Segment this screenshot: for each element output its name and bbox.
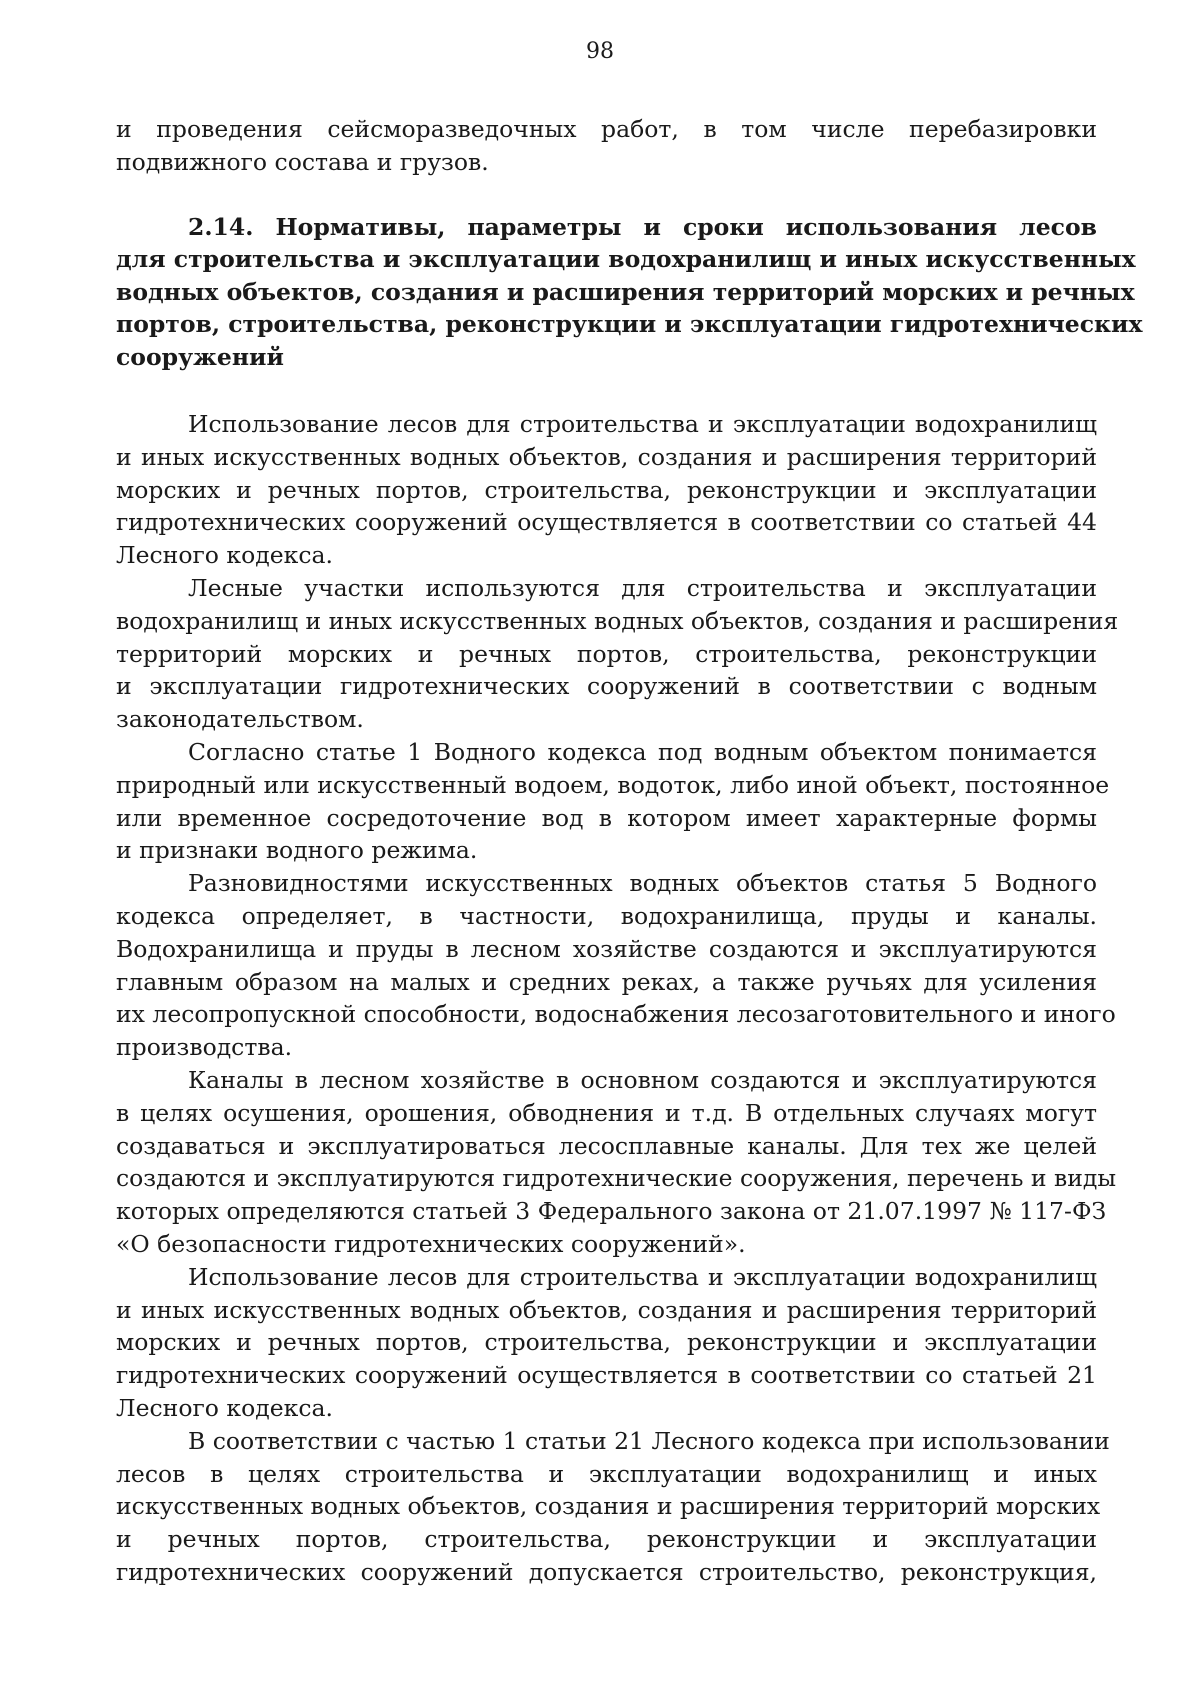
text-line: гидротехнических сооружений осуществляется в соответствии со статьей 21	[116, 1361, 1097, 1390]
text-line: Лесные участки используются для строительства и эксплуатации	[188, 574, 1097, 603]
text-line: Использование лесов для строительства и эксплуатации водохранилищ	[188, 1262, 1097, 1291]
text-line: гидротехнических сооружений осуществляется в соответствии со статьей 44	[116, 508, 1097, 537]
body-paragraph	[116, 867, 1116, 1064]
text-line: и признаки водного режима.	[116, 836, 478, 865]
text-line: их лесопропускной способности, водоснабжения лесозаготовительного и иного	[116, 1000, 1116, 1029]
intro-paragraph	[116, 113, 1097, 179]
body-paragraphs	[116, 408, 1119, 1589]
text-line: Водохранилища и пруды в лесном хозяйстве создаются и эксплуатируются	[116, 934, 1097, 963]
text-line: Использование лесов для строительства и эксплуатации водохранилищ	[188, 410, 1097, 439]
body-paragraph	[116, 736, 1110, 867]
text-line: или временное сосредоточение вод в котором имеет характерные формы	[116, 803, 1097, 832]
text-line: и эксплуатации гидротехнических сооружений в соответствии с водным	[116, 672, 1097, 701]
text-line: законодательством.	[116, 705, 364, 734]
heading-line: портов, строительства, реконструкции и эксплуатации гидротехнических	[116, 310, 1143, 339]
text-line: Лесного кодекса.	[116, 1394, 333, 1422]
body-paragraph	[116, 1261, 1097, 1425]
section-heading	[116, 211, 1143, 374]
heading-line: водных объектов, создания и расширения территорий морских и речных	[116, 277, 1135, 306]
heading-line: 2.14. Нормативы, параметры и сроки использования лесов	[188, 212, 1097, 241]
text-line: главным образом на малых и средних реках, а также ручьях для усиления	[116, 967, 1097, 996]
heading-line: для строительства и эксплуатации водохранилищ и иных искусственных	[116, 245, 1136, 274]
page-content	[116, 113, 1143, 1589]
text-line: создаются и эксплуатируются гидротехнические сооружения, перечень и виды	[116, 1164, 1117, 1193]
text-line: территорий морских и речных портов, строительства, реконструкции	[116, 639, 1097, 668]
body-paragraph	[116, 1425, 1110, 1589]
text-line: В соответствии с частью 1 статьи 21 Лесного кодекса при использовании	[188, 1426, 1110, 1455]
body-paragraph	[116, 572, 1119, 736]
text-line: в целях осушения, орошения, обводнения и т.д. В отдельных случаях могут	[116, 1098, 1097, 1127]
text-line: «О безопасности гидротехнических сооружений».	[116, 1230, 746, 1259]
body-paragraph	[116, 1064, 1117, 1261]
text-line: создаваться и эксплуатироваться лесосплавные каналы. Для тех же целей	[116, 1131, 1097, 1160]
heading-line: сооружений	[116, 342, 284, 371]
text-line: Согласно статье 1 Водного кодекса под водным объектом понимается	[188, 738, 1097, 767]
text-line: водохранилищ и иных искусственных водных объектов, создания и расширения	[116, 606, 1119, 635]
text-line: кодекса определяет, в частности, водохранилища, пруды и каналы.	[116, 902, 1097, 931]
page-number: 98	[586, 39, 614, 64]
body-paragraph	[116, 408, 1097, 572]
text-line: Разновидностями искусственных водных объектов статья 5 Водного	[188, 869, 1097, 898]
text-line: Каналы в лесном хозяйстве в основном создаются и эксплуатируются	[188, 1066, 1097, 1095]
text-line: природный или искусственный водоем, водоток, либо иной объект, постоянное	[116, 770, 1110, 799]
text-line: морских и речных портов, строительства, реконструкции и эксплуатации	[116, 1328, 1097, 1357]
text-line: морских и речных портов, строительства, реконструкции и эксплуатации	[116, 475, 1097, 504]
text-line: которых определяются статьей 3 Федерального закона от 21.07.1997 № 117-ФЗ	[116, 1197, 1107, 1226]
text-line: искусственных водных объектов, создания и расширения территорий морских	[116, 1492, 1101, 1521]
text-line: и иных искусственных водных объектов, создания и расширения территорий	[116, 442, 1097, 471]
text-line: подвижного состава и грузов.	[116, 147, 489, 176]
text-line: и речных портов, строительства, реконструкции и эксплуатации	[116, 1525, 1097, 1554]
text-line: Лесного кодекса.	[116, 541, 333, 570]
text-line: производства.	[116, 1033, 293, 1062]
text-line: гидротехнических сооружений допускается строительство, реконструкция,	[116, 1557, 1097, 1586]
text-line: и иных искусственных водных объектов, создания и расширения территорий	[116, 1295, 1097, 1324]
text-line: и проведения сейсморазведочных работ, в том числе перебазировки	[116, 115, 1097, 143]
text-line: лесов в целях строительства и эксплуатации водохранилищ и иных	[116, 1459, 1097, 1488]
